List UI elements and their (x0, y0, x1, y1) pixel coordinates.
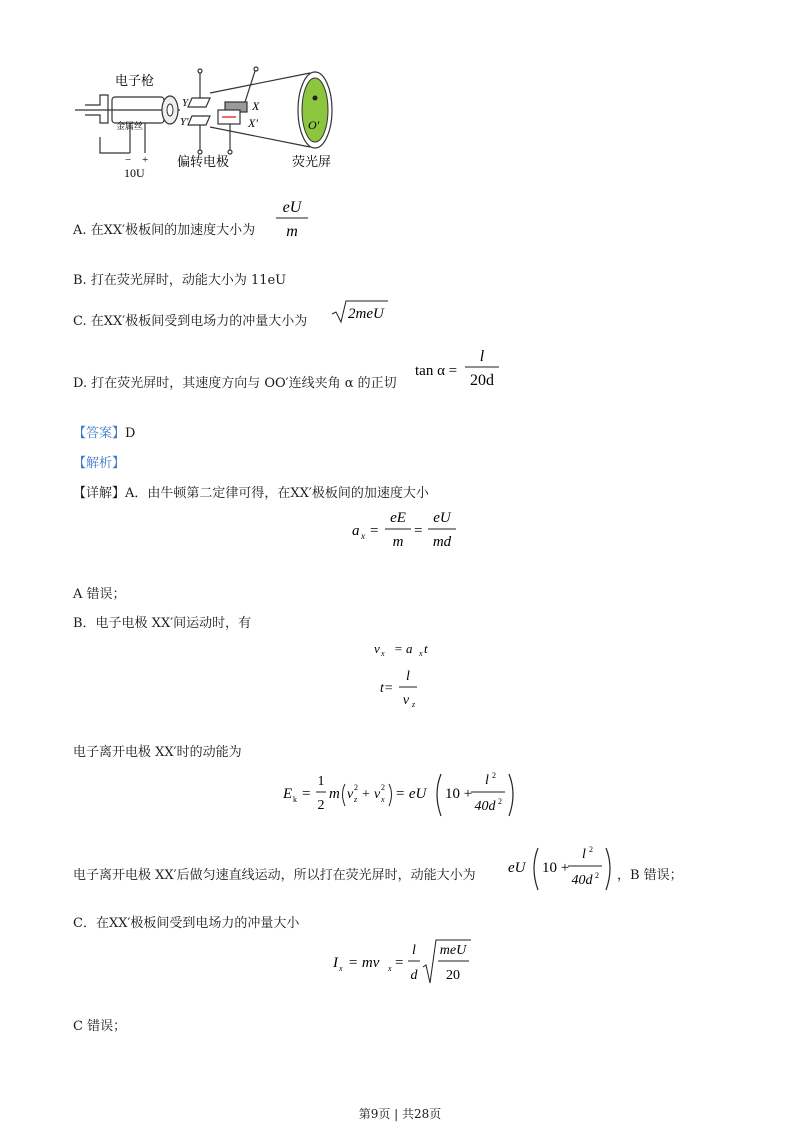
svg-text:2: 2 (354, 783, 358, 792)
eq3-num: l (406, 669, 410, 684)
option-c-sqrt (330, 298, 390, 326)
b-intro: B．电子电极 XX′间运动时，有 (73, 616, 252, 631)
eq5-rnum: meU (439, 943, 467, 958)
eq1-f2-num: eU (433, 510, 451, 526)
svg-text:z: z (354, 795, 358, 804)
option-a-num: eU (282, 199, 302, 216)
screen-center-dot (313, 96, 318, 101)
eq4-lhs-sub: k (293, 795, 297, 804)
option-a-text: A. 在XX′极板间的加速度大小为 (73, 223, 256, 238)
svg-text:x: x (381, 795, 385, 804)
option-a (73, 219, 255, 238)
option-d (73, 372, 397, 391)
option-d-text: D. 打在荧光屏时，其速度方向与 OO′连线夹角 α 的正切 (73, 376, 397, 391)
answer-value: D (125, 426, 136, 441)
eq2-rhs-sub: x (419, 649, 423, 658)
svg-text:l: l (582, 847, 586, 862)
eq1-f2-den: md (432, 534, 452, 550)
label-Xp: X′ (248, 116, 258, 130)
page-footer: 第9页 | 共28页 (358, 1107, 442, 1121)
label-Y: Y (182, 97, 189, 109)
svg-text:40d: 40d (571, 873, 593, 888)
equation-kinetic (283, 768, 523, 820)
svg-text:=: = (395, 955, 404, 971)
option-d-lhs: tan α = (415, 363, 458, 379)
eq2-lhs: v (374, 641, 380, 656)
eq4-half-num: 1 (317, 774, 325, 789)
svg-text:2: 2 (589, 845, 593, 854)
c-wrong: C 错误； (73, 1019, 127, 1034)
svg-text:2: 2 (595, 871, 599, 880)
eq5-mid-sub: x (388, 964, 392, 973)
label-plus: + (142, 154, 149, 166)
b-conclusion-post: ，B 错误； (617, 868, 683, 883)
equation-velocity (372, 638, 442, 660)
eq5-fnum: l (412, 943, 416, 958)
b-conclusion-formula (508, 842, 620, 894)
eq5-mid: = mv (348, 955, 380, 971)
label-voltage: 10U (124, 166, 145, 180)
svg-text:2: 2 (492, 771, 496, 780)
answer-line (73, 422, 135, 441)
eq3-den: v (402, 693, 410, 708)
option-b-text: B. 打在荧光屏时，动能大小为 11eU (73, 273, 287, 288)
eq4-fden: 40d (474, 799, 496, 814)
svg-text:v: v (374, 787, 381, 802)
option-a-fraction (272, 196, 312, 244)
eq4-lhs: E (283, 786, 293, 802)
option-d-num: l (479, 348, 485, 365)
svg-text:2: 2 (498, 797, 502, 806)
eq3-lhs: t= (380, 681, 394, 696)
option-c (73, 310, 307, 329)
svg-text:eU: eU (508, 860, 526, 876)
eq4-ten: 10 + (445, 786, 473, 802)
label-X: X (252, 99, 260, 113)
svg-text:2: 2 (381, 783, 385, 792)
label-wire: 金属丝 (116, 121, 144, 131)
label-Yp: Y′ (180, 116, 189, 128)
eq1-f1-den: m (392, 534, 404, 550)
oscilloscope-diagram (70, 65, 370, 185)
eq4-fnum: l (485, 773, 489, 788)
svg-text:+: + (362, 787, 370, 802)
eq5-rden: 20 (446, 968, 460, 983)
svg-text:=: = (370, 523, 379, 539)
eq5-lhs: I (333, 955, 338, 971)
eq5-lhs-sub: x (339, 964, 343, 973)
eq2-rhs: = a (394, 641, 413, 656)
eq2-sub: x (381, 649, 385, 658)
eq2-t: t (424, 641, 428, 656)
label-gun: 电子枪 (115, 73, 155, 88)
a-wrong: A 错误； (73, 587, 126, 602)
c-intro: C．在XX′极板间受到电场力的冲量大小 (73, 916, 300, 931)
eq4-eu: = eU (395, 786, 427, 802)
svg-text:10 +: 10 + (542, 860, 570, 876)
b-conclusion-pre: 电子离开电极 XX′后做匀速直线运动，所以打在荧光屏时，动能大小为 (73, 868, 476, 883)
y-plates (188, 69, 210, 154)
label-minus: − (125, 154, 132, 166)
analysis-label: 【解析】 (73, 456, 126, 471)
detail-intro: 【详解】A．由牛顿第二定律可得，在XX′极板间的加速度大小 (73, 486, 429, 501)
option-d-formula (415, 345, 505, 393)
eq1-sub: x (361, 531, 365, 541)
eq3-den-sub: z (412, 700, 416, 709)
label-screen: 荧光屏 (292, 154, 332, 169)
equation-acceleration (352, 508, 462, 554)
equation-impulse (333, 937, 473, 989)
eq5-fden: d (410, 968, 418, 983)
b-kinetic-intro: 电子离开电极 XX′时的动能为 (73, 745, 242, 760)
label-Op: O′ (308, 118, 320, 132)
option-d-den: 20d (470, 372, 494, 389)
svg-text:=: = (414, 523, 423, 539)
option-a-den: m (286, 223, 298, 240)
option-b (73, 269, 286, 288)
equation-time (380, 666, 430, 712)
label-electrode: 偏转电极 (177, 154, 230, 169)
eq1-f1-num: eE (390, 510, 406, 526)
eq4-m: m (329, 786, 340, 802)
option-c-text: C. 在XX′极板间受到电场力的冲量大小为 (73, 314, 308, 329)
b-conclusion (73, 864, 476, 883)
answer-label: 【答案】 (73, 426, 126, 441)
svg-text:v: v (347, 787, 354, 802)
option-c-rad: 2meU (348, 306, 384, 322)
eq4-half-den: 2 (317, 798, 325, 813)
svg-text:=: = (302, 786, 311, 802)
eq1-lhs: a (352, 523, 360, 539)
